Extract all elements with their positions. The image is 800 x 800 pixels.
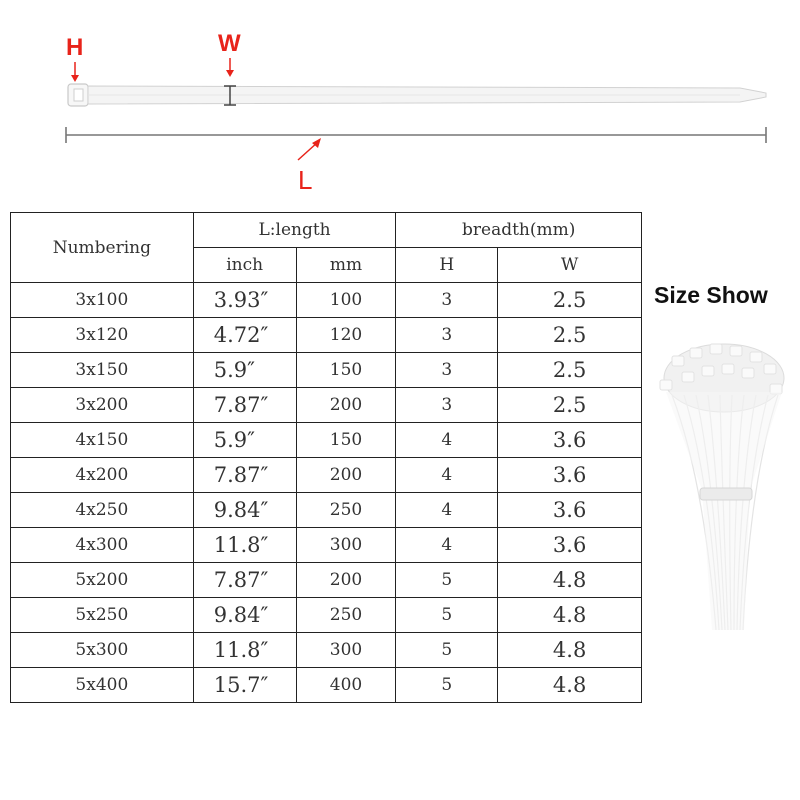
table-header-row <box>11 213 642 248</box>
table-row <box>11 388 642 423</box>
cell-mm: 120 <box>296 318 396 353</box>
header-w: W <box>498 248 642 283</box>
cell-w: 4.8 <box>498 668 642 703</box>
cell-w: 4.8 <box>498 563 642 598</box>
cell-numbering: 4x250 <box>11 493 194 528</box>
cell-w: 2.5 <box>498 353 642 388</box>
cell-inch: 4.72″ <box>193 318 296 353</box>
cell-h: 4 <box>396 528 498 563</box>
table-row <box>11 353 642 388</box>
l-label: L <box>298 165 313 195</box>
cell-w: 4.8 <box>498 633 642 668</box>
cell-w: 3.6 <box>498 528 642 563</box>
cell-mm: 150 <box>296 423 396 458</box>
cell-h: 3 <box>396 353 498 388</box>
cell-mm: 300 <box>296 528 396 563</box>
table-row <box>11 458 642 493</box>
cell-inch: 7.87″ <box>193 563 296 598</box>
cell-inch: 7.87″ <box>193 388 296 423</box>
cell-numbering: 3x200 <box>11 388 194 423</box>
cell-numbering: 5x200 <box>11 563 194 598</box>
cell-inch: 15.7″ <box>193 668 296 703</box>
cell-numbering: 4x200 <box>11 458 194 493</box>
cell-inch: 11.8″ <box>193 633 296 668</box>
cell-numbering: 3x120 <box>11 318 194 353</box>
cell-numbering: 4x300 <box>11 528 194 563</box>
cell-h: 5 <box>396 598 498 633</box>
cell-h: 3 <box>396 318 498 353</box>
cell-numbering: 5x400 <box>11 668 194 703</box>
cell-h: 5 <box>396 563 498 598</box>
cell-w: 4.8 <box>498 598 642 633</box>
h-label: H <box>66 34 84 61</box>
cell-mm: 200 <box>296 563 396 598</box>
header-breadth-group: breadth(mm) <box>396 213 642 248</box>
cell-h: 5 <box>396 668 498 703</box>
cell-inch: 5.9″ <box>193 353 296 388</box>
cell-mm: 200 <box>296 458 396 493</box>
cell-mm: 250 <box>296 598 396 633</box>
w-label: W <box>218 30 241 57</box>
cell-mm: 300 <box>296 633 396 668</box>
cell-h: 3 <box>396 388 498 423</box>
cell-h: 4 <box>396 423 498 458</box>
cell-w: 2.5 <box>498 283 642 318</box>
cell-inch: 7.87″ <box>193 458 296 493</box>
cell-mm: 400 <box>296 668 396 703</box>
cell-w: 3.6 <box>498 423 642 458</box>
cell-numbering: 3x100 <box>11 283 194 318</box>
cell-h: 4 <box>396 493 498 528</box>
cell-w: 2.5 <box>498 318 642 353</box>
table-row <box>11 668 642 703</box>
cell-h: 4 <box>396 458 498 493</box>
cell-mm: 200 <box>296 388 396 423</box>
cell-inch: 5.9″ <box>193 423 296 458</box>
header-length-group: L:length <box>193 213 396 248</box>
cell-h: 5 <box>396 633 498 668</box>
cable-tie-bundle-image <box>652 340 800 630</box>
cable-tie-diagram <box>0 0 800 200</box>
cell-inch: 11.8″ <box>193 528 296 563</box>
cell-h: 3 <box>396 283 498 318</box>
header-h: H <box>396 248 498 283</box>
header-numbering: Numbering <box>11 213 194 283</box>
header-mm: mm <box>296 248 396 283</box>
cell-numbering: 5x300 <box>11 633 194 668</box>
cell-mm: 100 <box>296 283 396 318</box>
table-row <box>11 283 642 318</box>
cell-w: 3.6 <box>498 493 642 528</box>
size-spec-table <box>10 212 642 703</box>
cell-inch: 9.84″ <box>193 493 296 528</box>
cell-numbering: 5x250 <box>11 598 194 633</box>
cable-tie-drawing <box>0 0 800 200</box>
cell-mm: 250 <box>296 493 396 528</box>
header-inch: inch <box>193 248 296 283</box>
table-row <box>11 633 642 668</box>
table-row <box>11 528 642 563</box>
cell-inch: 3.93″ <box>193 283 296 318</box>
cell-numbering: 4x150 <box>11 423 194 458</box>
cell-inch: 9.84″ <box>193 598 296 633</box>
table-row <box>11 563 642 598</box>
cell-numbering: 3x150 <box>11 353 194 388</box>
table-row <box>11 493 642 528</box>
size-show-title: Size Show <box>654 282 768 308</box>
cell-mm: 150 <box>296 353 396 388</box>
table-row <box>11 598 642 633</box>
cell-w: 3.6 <box>498 458 642 493</box>
table-row <box>11 423 642 458</box>
table-row <box>11 318 642 353</box>
cell-w: 2.5 <box>498 388 642 423</box>
